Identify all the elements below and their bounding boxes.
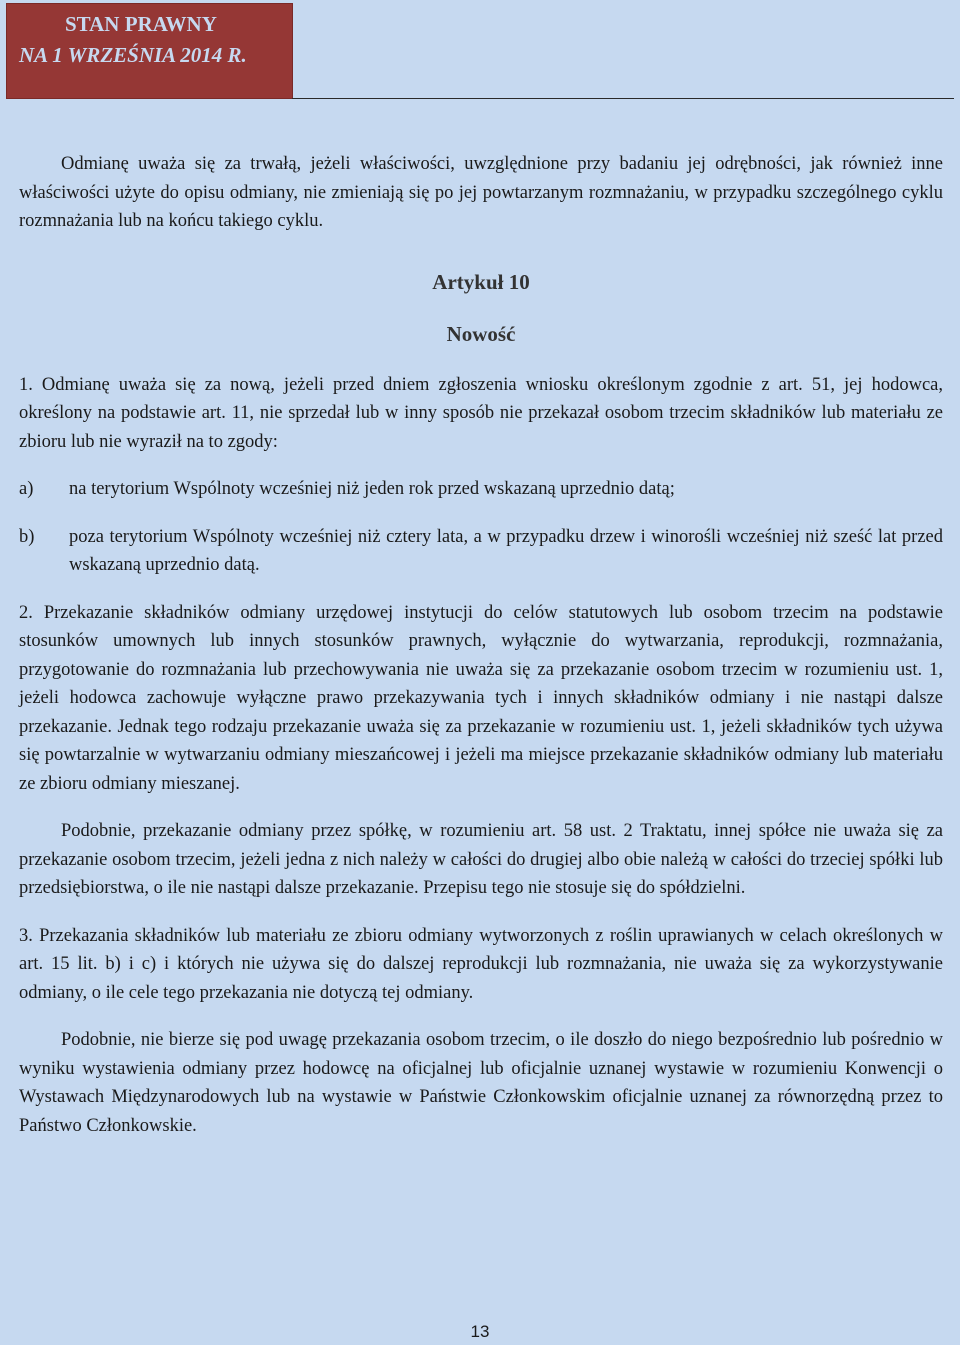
section-3-continuation: Podobnie, nie bierze się pod uwagę przekazania osobom trzecim, o ile doszło do niego bezpośrednio lub pośrednio w wyniku wystawienia odmiany przez hodowcę na oficjalnej lub oficjalnie uznanej wystawie w rozumieniu Konwencji o Wystawach Międzynarodowych lub na wystawie w Państwie Członkowskim oficjalnie uznanej za równorzędną przez to Państwo Członkowskie. [19,1030,943,1136]
list-item-b [19,523,943,580]
section-2-continuation: Podobnie, przekazanie odmiany przez spółkę, w rozumieniu art. 58 ust. 2 Traktatu, innej spółce nie uważa się za przekazanie osobom trzecim, jeżeli jedna z nich należy w całości do drugiej albo obie należą w całości do trzeciej spółki lub przedsiębiorstwa, o ile nie nastąpi dalsze przekazanie. Przepisu tego nie stosuje się do spółdzielni. [19,821,943,898]
banner-date: NA 1 WRZEŚNIA 2014 R. [19,43,247,67]
header-divider [292,98,954,99]
list-marker: a) [19,479,34,499]
document-body [19,150,943,1140]
article-subtitle: Nowość [446,322,516,346]
page-number: 13 [470,1322,490,1341]
list-item-a [19,475,943,504]
section-1-paragraph: 1. Odmianę uważa się za nową, jeżeli przed dniem zgłoszenia wniosku określonym zgodnie z art. 51, jej hodowca, określony na podstawie art. 11, nie sprzedał lub w inny sposób nie przekazał osobom trzecim składników lub materiału ze zbioru lub nie wyraził na to zgody: [19,374,943,452]
section-2-paragraph: 2. Przekazanie składników odmiany urzędowej instytucji do celów statutowych lub osobom trzecim na podstawie stosunków umownych lub innych stosunków prawnych, wyłącznie do wytwarzania, reprodukcji, rozmnażania, przygotowanie do rozmnażania lub przechowywania nie uważa się za przekazanie osobom trzecim w rozumieniu ust. 1, jeżeli hodowca zachowuje wyłączne prawo przekazywania tych i innych składników odmiany i nie nastąpi dalsze przekazanie. Jednak tego rodzaju przekazanie uważa się za przekazanie w rozumieniu ust. 1, jeżeli składników tych używa się powtarzalnie w wytwarzaniu odmiany mieszańcowej i jeżeli ma miejsce przekazanie składników odmiany lub materiału ze zbioru odmiany mieszanej. [19,602,943,794]
list-marker: b) [19,526,35,547]
list-item-text: poza terytorium Wspólnoty wcześniej niż cztery lata, a w przypadku drzew i winorośli wcześniej niż sześć lat przed wskazaną uprzednio datą. [69,526,943,575]
intro-paragraph: Odmianę uważa się za trwałą, jeżeli właściwości, uwzględnione przy badaniu jej odrębności, jak również inne właściwości użyte do opisu odmiany, nie zmieniają się po jej powtarzanym rozmnażaniu, w przypadku szczególnego cyklu rozmnażania lub na końcu takiego cyklu. [19,154,943,231]
article-title: Artykuł 10 [432,269,530,294]
legal-status-banner [7,4,292,98]
section-3-paragraph: 3. Przekazania składników lub materiału ze zbioru odmiany wytworzonych z roślin uprawianych w celach określonych w art. 15 lit. b) i c) i których nie używa się do dalszej reprodukcji lub rozmnażania, nie uważa się za wykorzystywanie odmiany, o ile cele tego przekazania nie dotyczą tej odmiany. [19,925,943,1003]
list-item-text: na terytorium Wspólnoty wcześniej niż jeden rok przed wskazaną uprzednio datą; [69,479,675,499]
banner-title: STAN PRAWNY [65,12,217,36]
